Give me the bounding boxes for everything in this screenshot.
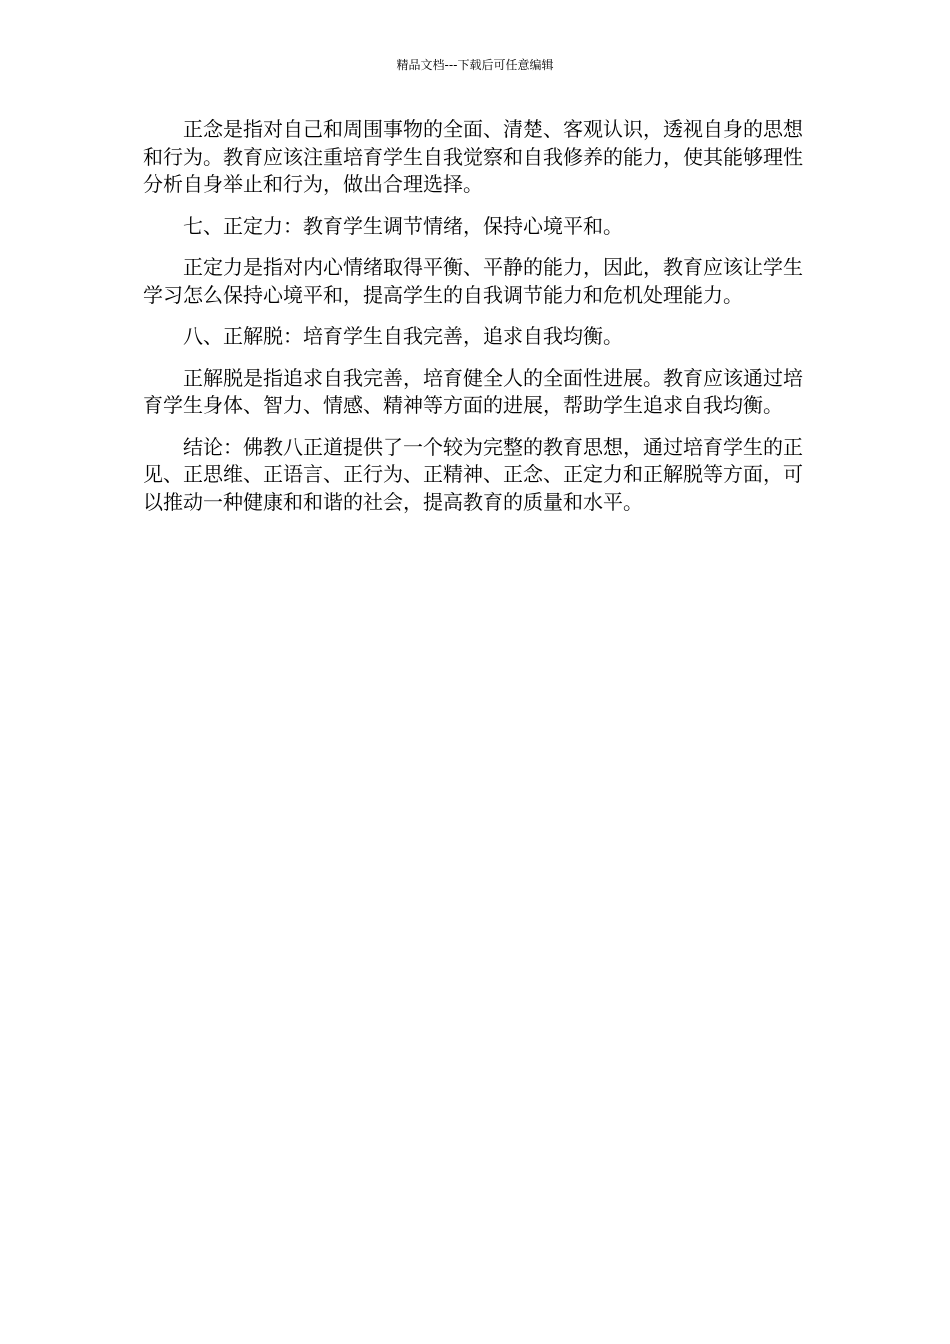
heading-zhengjietuo: 八、正解脱：培育学生自我完善，追求自我均衡。: [183, 324, 623, 348]
page-header: 精品文档---下载后可任意编辑: [396, 58, 554, 72]
paragraph-zhengnian: 正念是指对自己和周围事物的全面、清楚、客观认识，透视自身的思想和行为。教育应该注重培育学生自我觉察和自我修养的能力，使其能够理性分析自身举止和行为，做出合理选择。: [143, 117, 803, 196]
paragraph-zhengjietuo: 正解脱是指追求自我完善，培育健全人的全面性进展。教育应该通过培育学生身体、智力、情感、精神等方面的进展，帮助学生追求自我均衡。: [143, 365, 803, 417]
document-body: [143, 116, 803, 530]
paragraph-conclusion: 结论：佛教八正道提供了一个较为完整的教育思想，通过培育学生的正见、正思维、正语言、正行为、正精神、正念、正定力和正解脱等方面，可以推动一种健康和和谐的社会，提高教育的质量和水平。: [143, 434, 803, 514]
heading-zhengdingli: 七、正定力：教育学生调节情绪，保持心境平和。: [183, 213, 623, 238]
paragraph-zhengdingli: 正定力是指对内心情绪取得平衡、平静的能力，因此，教育应该让学生学习怎么保持心境平和，提高学生的自我调节能力和危机处理能力。: [143, 255, 803, 307]
